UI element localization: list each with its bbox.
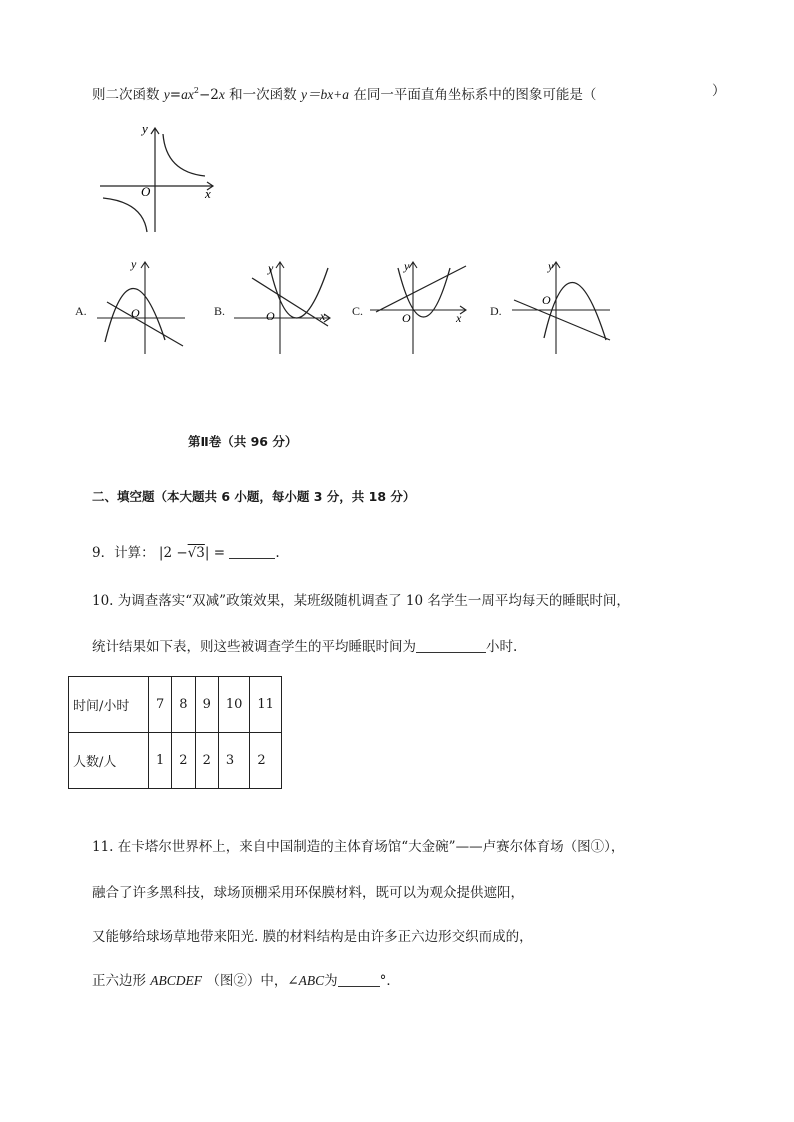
q9-label: 9．计算： [92,545,155,561]
q11-hexagon-name: ABCDEF [150,973,203,988]
q11-angle-name: ABC [298,973,325,988]
table-cell: 1 [149,733,172,789]
q11-text-b: （图②）中，∠ [206,973,299,989]
table-cell: 3 [218,733,250,789]
table-cell: 7 [149,677,172,733]
f1-exp: 2 [193,86,199,95]
origin-label: O [542,293,551,307]
option-b-graph[interactable] [232,256,332,356]
f2: y＝bx+a [300,87,350,102]
parabola [544,282,606,340]
x-label: x [320,309,326,323]
section-2-title: 第Ⅱ卷（共 96 分） [188,434,298,449]
table-cell: 8 [172,677,195,733]
sleep-time-table [68,676,282,789]
q9-expr-close: | [204,545,210,561]
hyperbola-branch-2 [103,198,147,232]
table-row-header: 时间/小时 [69,677,149,733]
table-cell: 11 [250,677,282,733]
q10-line-2 [92,638,517,656]
x-label: x [456,311,462,325]
y-label: y [142,121,148,136]
q11-line-4 [92,972,400,990]
f1-ax: ax [181,87,194,102]
x-label: x [205,186,211,201]
f1-rest: −2 [198,87,219,103]
q10-line-1: 10. 为调查落实“双减”政策效果，某班级随机调查了 10 名学生一周平均每天的睡眠时间， [92,593,630,609]
q9-eq: = [213,545,226,561]
q9 [92,544,280,562]
option-c-label[interactable]: C. [352,304,364,318]
fill-in-section-title: 二、填空题（本大题共 6 小题，每小题 3 分，共 18 分） [92,489,416,504]
q8-close-paren: ） [712,83,726,99]
f1-eq: = [169,87,182,103]
hyperbola-branch-1 [163,134,205,176]
option-c-graph[interactable] [368,256,470,356]
y-label: y [131,257,137,271]
line-graph [514,300,610,340]
line-graph [376,266,466,312]
q10-line2-end: 小时. [486,639,518,655]
q8-suffix: 在同一平面直角坐标系中的图象可能是（ [353,87,597,103]
origin-label: O [131,306,140,320]
option-b-label[interactable]: B. [214,304,226,318]
table-cell: 2 [250,733,282,789]
table-cell: 2 [172,733,195,789]
q9-sqrt: √3 [187,545,205,561]
q11-answer-blank[interactable] [338,974,380,987]
f1-x: x [218,87,225,102]
table-cell: 2 [195,733,218,789]
origin-label: O [141,184,151,199]
q11-text-a: 正六边形 [92,973,146,989]
q11-text-d: °． [379,973,400,989]
q11-line-2: 融合了许多黑科技，球场顶棚采用环保膜材料，既可以为观众提供遮阳， [92,885,524,901]
table-row [69,677,282,733]
q8-prefix: 则二次函数 [92,87,160,103]
q9-expr-open: |2 − [158,545,188,561]
q10-line2-text: 统计结果如下表，则这些被调查学生的平均睡眠时间为 [92,639,416,655]
table-cell: 9 [195,677,218,733]
q9-end: . [275,545,280,561]
option-a-label[interactable]: A. [75,304,87,318]
y-label: y [404,259,410,273]
q8-join: 和一次函数 [229,87,297,103]
table-row [69,733,282,789]
option-a-graph[interactable] [95,256,190,356]
q11-text-c: 为 [324,973,338,989]
reference-graph [95,120,225,238]
q8-stem [92,82,596,104]
y-label: y [548,259,554,273]
table-cell: 10 [218,677,250,733]
table-row-header: 人数/人 [69,733,149,789]
option-d-label[interactable]: D. [490,304,502,318]
origin-label: O [402,311,411,325]
q11-line-1: 11. 在卡塔尔世界杯上，来自中国制造的主体育场馆“大金碗”——卢赛尔体育场（图①）， [92,839,625,855]
q9-answer-blank[interactable] [229,546,275,559]
line-graph [252,278,328,326]
origin-label: O [266,309,275,323]
f1-y: y [163,87,170,102]
option-d-graph[interactable] [510,256,614,356]
q10-answer-blank[interactable] [416,640,486,653]
y-label: y [268,261,274,275]
q11-line-3: 又能够给球场草地带来阳光. 膜的材料结构是由许多正六边形交织而成的， [92,929,533,945]
